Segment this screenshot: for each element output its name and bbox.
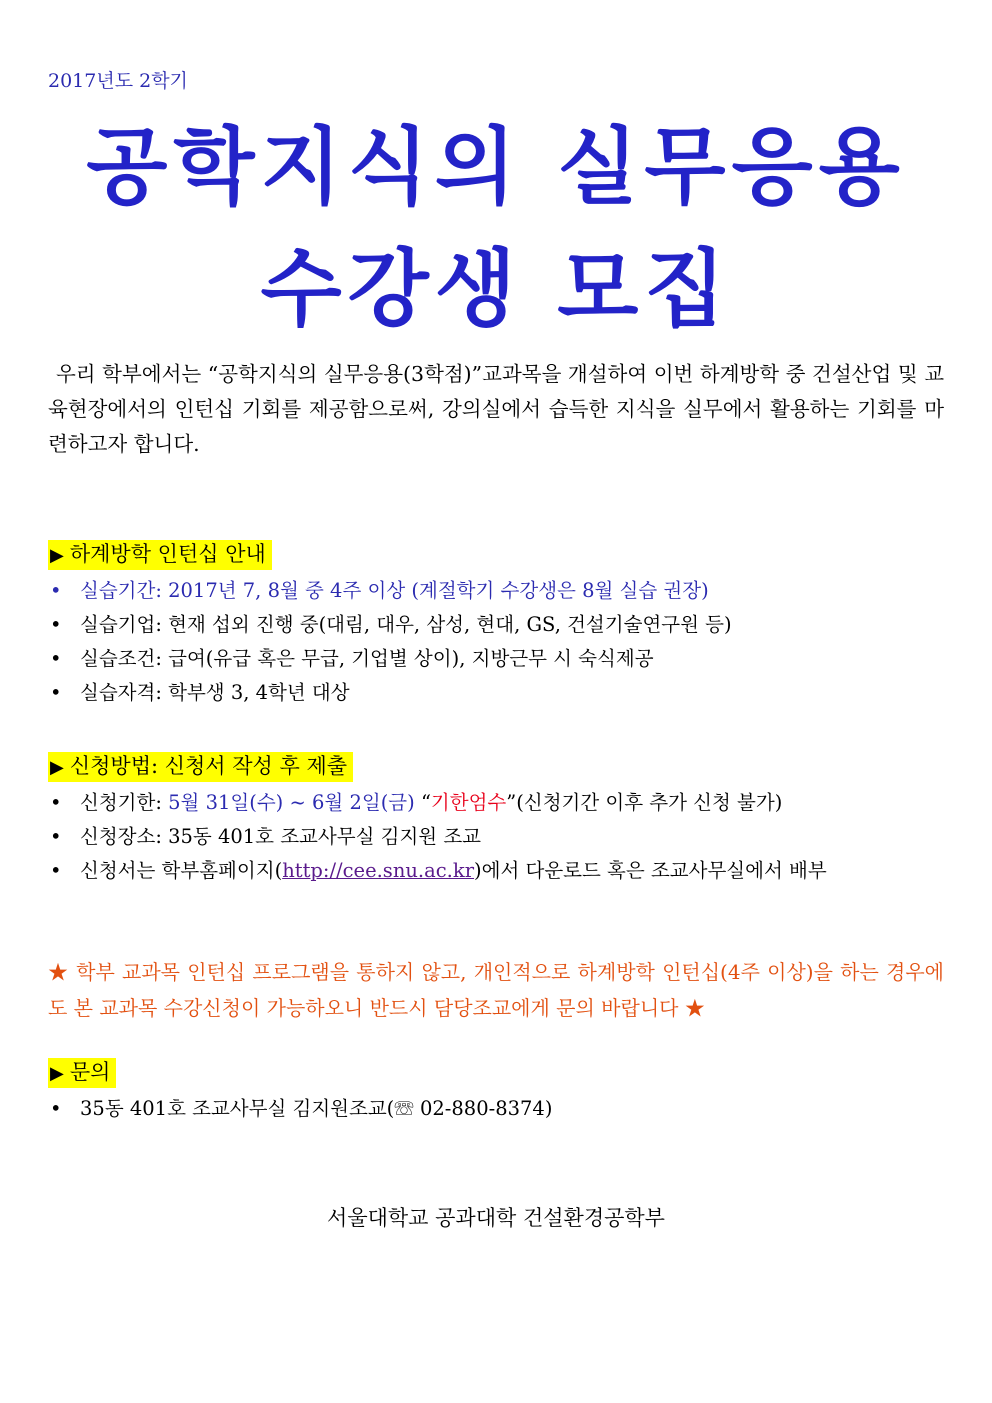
notice-paragraph: ★ 학부 교과목 인턴십 프로그램을 통하지 않고, 개인적으로 하계방학 인턴십(4주 이상)을 하는 경우에도 본 교과목 수강신청이 가능하오니 반드시 담당조교에게 문의 바랍니다 ★ xyxy=(48,960,944,1020)
list-item-eligibility xyxy=(48,676,948,710)
page-subtitle: 수강생 모집 xyxy=(260,240,732,338)
section-heading-contact xyxy=(48,1058,116,1088)
semester-label: 2017년도 2학기 xyxy=(48,70,188,92)
bullet-icon: • xyxy=(50,859,62,882)
deadline-dates: 5월 31일(수) ~ 6월 2일(금) xyxy=(168,791,415,814)
section-heading-label: 신청방법: 신청서 작성 후 제출 xyxy=(69,754,348,778)
item-text: 실습조건: 급여(유급 혹은 무급, 기업별 상이), 지방근무 시 숙식제공 xyxy=(80,647,654,670)
contact-list xyxy=(48,1092,948,1126)
item-text: 실습기업: 현재 섭외 진행 중(대림, 대우, 삼성, 현대, GS, 건설기술연구원 등) xyxy=(80,613,732,636)
homepage-link[interactable]: http://cee.snu.ac.kr xyxy=(282,859,475,882)
form-text-before: 신청서는 학부홈페이지( xyxy=(80,859,283,882)
form-text-after: )에서 다운로드 혹은 조교사무실에서 배부 xyxy=(474,859,827,882)
bullet-icon: • xyxy=(50,613,62,636)
deadline-strict: 기한엄수 xyxy=(430,791,507,814)
bullet-icon: • xyxy=(50,681,62,704)
list-item-companies xyxy=(48,608,948,642)
bullet-icon: • xyxy=(50,647,62,670)
section-heading-application xyxy=(48,752,353,782)
intro-paragraph: 우리 학부에서는 “공학지식의 실무응용(3학점)”교과목을 개설하여 이번 하계방학 중 건설산업 및 교육현장에서의 인턴십 기회를 제공함으로써, 강의실에서 습득한 지식을 실무에서 활용하는 기회를 마련하고자 합니다. xyxy=(48,362,944,456)
bullet-icon: • xyxy=(50,1097,62,1120)
quote-close: ” xyxy=(506,791,517,814)
page-title: 공학지식의 실무응용 xyxy=(86,118,906,216)
list-item-place xyxy=(48,820,948,854)
triangle-right-icon: ▶ xyxy=(50,545,64,566)
list-item-period xyxy=(48,574,948,608)
application-info-list xyxy=(48,786,948,888)
item-text: 35동 401호 조교사무실 김지원조교(☏ 02-880-8374) xyxy=(80,1097,553,1120)
list-item-conditions xyxy=(48,642,948,676)
item-text: 실습기간: 2017년 7, 8월 중 4주 이상 (계절학기 수강생은 8월 실습 권장) xyxy=(80,579,709,602)
footer-department: 서울대학교 공과대학 건설환경공학부 xyxy=(327,1206,665,1230)
item-text: 신청장소: 35동 401호 조교사무실 김지원 조교 xyxy=(80,825,481,848)
section-heading-internship xyxy=(48,540,272,570)
section-heading-label: 하계방학 인턴십 안내 xyxy=(69,542,266,566)
item-text: 실습자격: 학부생 3, 4학년 대상 xyxy=(80,681,350,704)
list-item-form xyxy=(48,854,948,888)
triangle-right-icon: ▶ xyxy=(50,757,64,778)
list-item-deadline xyxy=(48,786,948,820)
list-item-contact xyxy=(48,1092,948,1126)
bullet-icon: • xyxy=(50,825,62,848)
internship-info-list xyxy=(48,574,948,710)
triangle-right-icon: ▶ xyxy=(50,1063,64,1084)
bullet-icon: • xyxy=(50,579,62,602)
section-heading-label: 문의 xyxy=(69,1060,111,1084)
deadline-label: 신청기한: xyxy=(80,791,169,814)
deadline-note: (신청기간 이후 추가 신청 불가) xyxy=(516,791,783,814)
quote-open: “ xyxy=(414,791,431,814)
bullet-icon: • xyxy=(50,791,62,814)
